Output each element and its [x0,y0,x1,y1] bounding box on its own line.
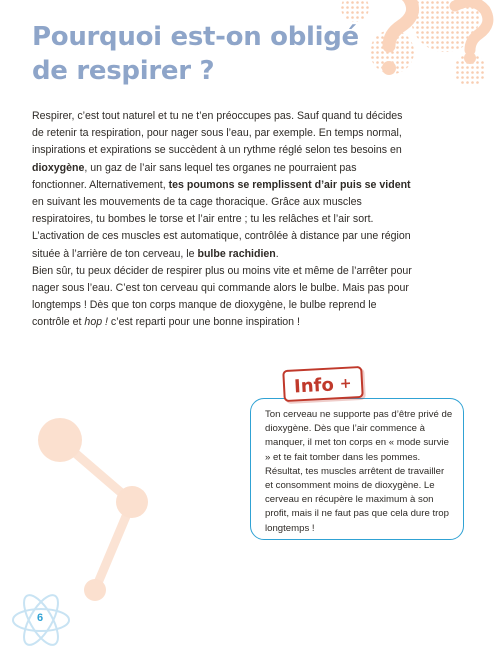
page-number: 6 [37,612,44,624]
plus-icon: + [339,375,352,393]
title-line-1: Pourquoi est-on obligé [32,22,359,52]
italic-term: hop ! [84,316,108,329]
title-line-2: de respirer ? [32,56,215,86]
info-text: Ton cerveau ne supporte pas d’être privé de dioxygène. Dès que l’air commence à manquer, il met ton corps en « mode survie » et te fait tomber dans les pommes. Résultat, tes muscles arrêtent de travailler et consomment moins de dioxygène. Le cerveau en récupère le maximum à son profit, mais il ne faut pas que cela dure trop longtemps ! [265,409,453,534]
text-run: Respirer, c’est tout naturel et tu ne t’en préoccupes pas. Sauf quand tu décides de retenir ta respiration, pour nager sous l’eau, par exemple. En temps normal, inspirations et expirations se succèdent à un rythme réglé selon tes besoins en [32,110,403,157]
text-run: c’est reparti pour une bonne inspiration ! [107,316,300,329]
bold-term: tes poumons se remplissent d’air puis se vident [168,178,411,191]
text-run: , un gaz de l’air sans lequel tes organes ne pourraient pas fonctionner. Alternativement, [32,161,357,191]
page-title [32,20,362,88]
paragraph-1 [32,108,414,263]
text-run: en suivant les mouvements de ta cage thoracique. Grâce aux muscles respiratoires, tu bombes le torse et l’air entre ; tu les relâches et l’air sort. L’activation de ces muscles est automatique, contrôlée à distance par une région située à l’arrière de ton cerveau, le [32,196,411,260]
paragraph-2 [32,263,414,332]
body-text [32,108,414,332]
bold-term: dioxygène [32,161,85,174]
info-box [250,398,464,540]
bold-term: bulbe rachidien [197,247,276,260]
info-label: Info [293,374,335,398]
text-run: Bien sûr, tu peux décider de respirer plus ou moins vite et même de l’arrêter pour nager sous l’eau. C’est ton cerveau qui commande alors le bulbe. Mais pas pour longtemps ! Dès que ton corps manque de dioxygène, le bulbe reprend le contrôle et [32,264,412,329]
info-badge [282,366,364,402]
molecule-decoration [38,418,148,601]
text-run: . [275,247,279,260]
question-mark-decoration [341,0,488,86]
